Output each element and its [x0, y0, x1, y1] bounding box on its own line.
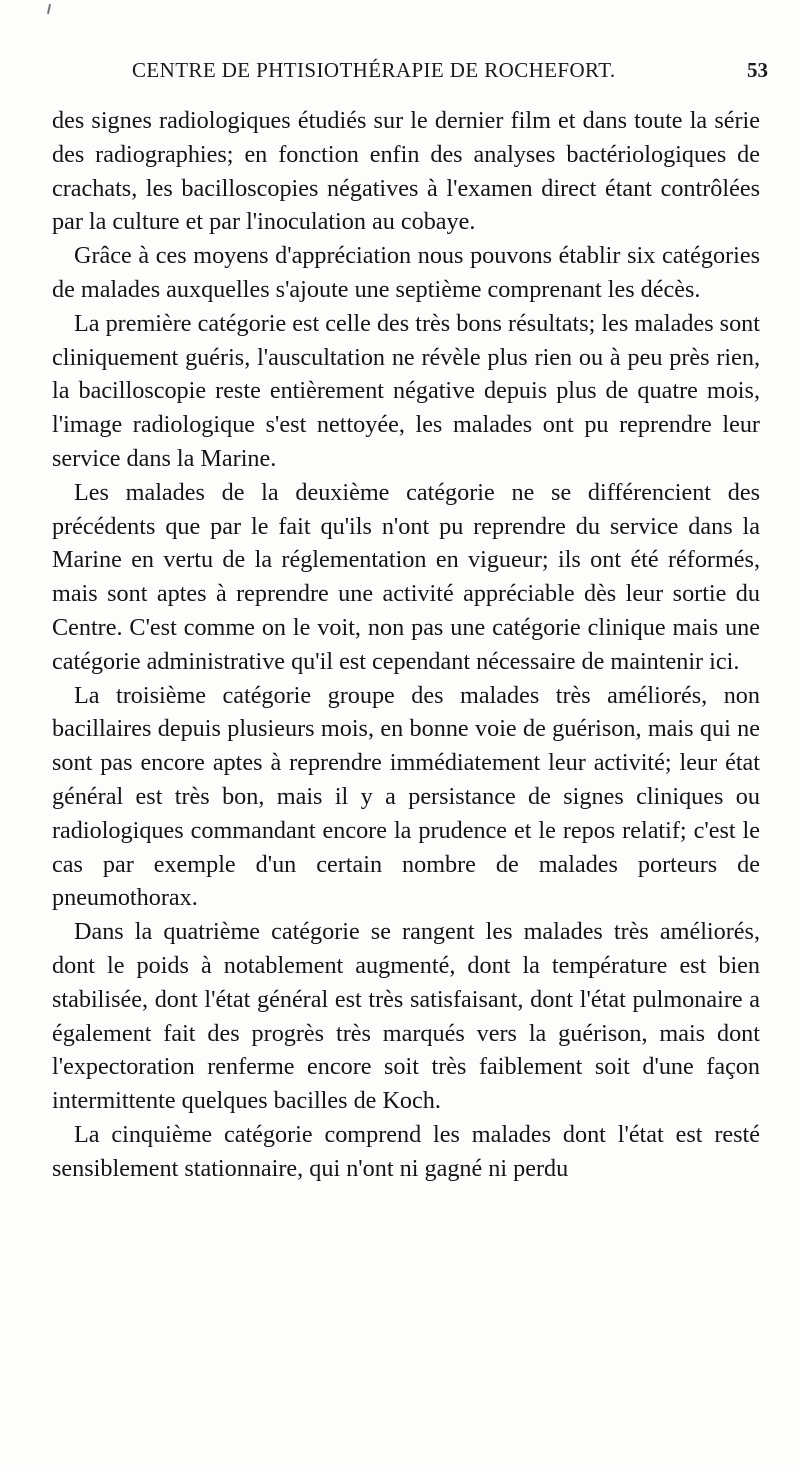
paragraph-2: Grâce à ces moyens d'appréciation nous pouvons établir six catégories de malades auxquelles s'ajoute une septième comprenant les décès.: [52, 242, 760, 303]
page-number: 53: [747, 58, 768, 82]
page-header: [52, 58, 768, 90]
paragraph-1: des signes radiologiques étudiés sur le dernier film et dans toute la série des radiographies; en fonction enfin des analyses bactériologiques de crachats, les bacilloscopies négatives à l'examen direct étant contrôlées par la culture et par l'inoculation au cobaye.: [52, 107, 760, 236]
paragraph-7: La cinquième catégorie comprend les malades dont l'état est resté sensiblement stationnaire, qui n'ont ni gagné ni perdu: [52, 1120, 760, 1182]
running-title: CENTRE DE PHTISIOTHÉRAPIE DE ROCHEFORT.: [132, 58, 616, 82]
paragraph-4: Les malades de la deuxième catégorie ne se différencient des précédents que par le fait qu'ils n'ont pu reprendre du service dans la Marine en vertu de la réglementation en vigueur; ils ont été réformés, mais sont aptes à reprendre une activité appréciable dès leur sortie du Centre. C'est comme on le voit, non pas une catégorie clinique mais une catégorie administrative qu'il est cependant nécessaire de maintenir ici.: [52, 478, 760, 675]
page-edge-mark: [47, 4, 51, 14]
body-text: [52, 104, 760, 1186]
paragraph-6: Dans la quatrième catégorie se rangent les malades très améliorés, dont le poids à notablement augmenté, dont la température est bien stabilisée, dont l'état général est très satisfaisant, dont l'état pulmonaire a également fait des progrès très marqués vers la guérison, mais dont l'expectoration renferme encore soit très faiblement soit d'une façon intermittente quelques bacilles de Koch.: [52, 918, 760, 1115]
paragraph-5: La troisième catégorie groupe des malades très améliorés, non bacillaires depuis plusieurs mois, en bonne voie de guérison, mais qui ne sont pas encore aptes à reprendre immédiatement leur activité; leur état général est très bon, mais il y a persistance de signes cliniques ou radiologiques commandant encore la prudence et le repos relatif; c'est le cas par exemple d'un certain nombre de malades porteurs de pneumothorax.: [52, 681, 760, 912]
paragraph-3: La première catégorie est celle des très bons résultats; les malades sont cliniquement guéris, l'auscultation ne révèle plus rien ou à peu près rien, la bacilloscopie reste entièrement négative depuis plus de quatre mois, l'image radiologique s'est nettoyée, les malades ont pu reprendre leur service dans la Marine.: [52, 309, 760, 472]
